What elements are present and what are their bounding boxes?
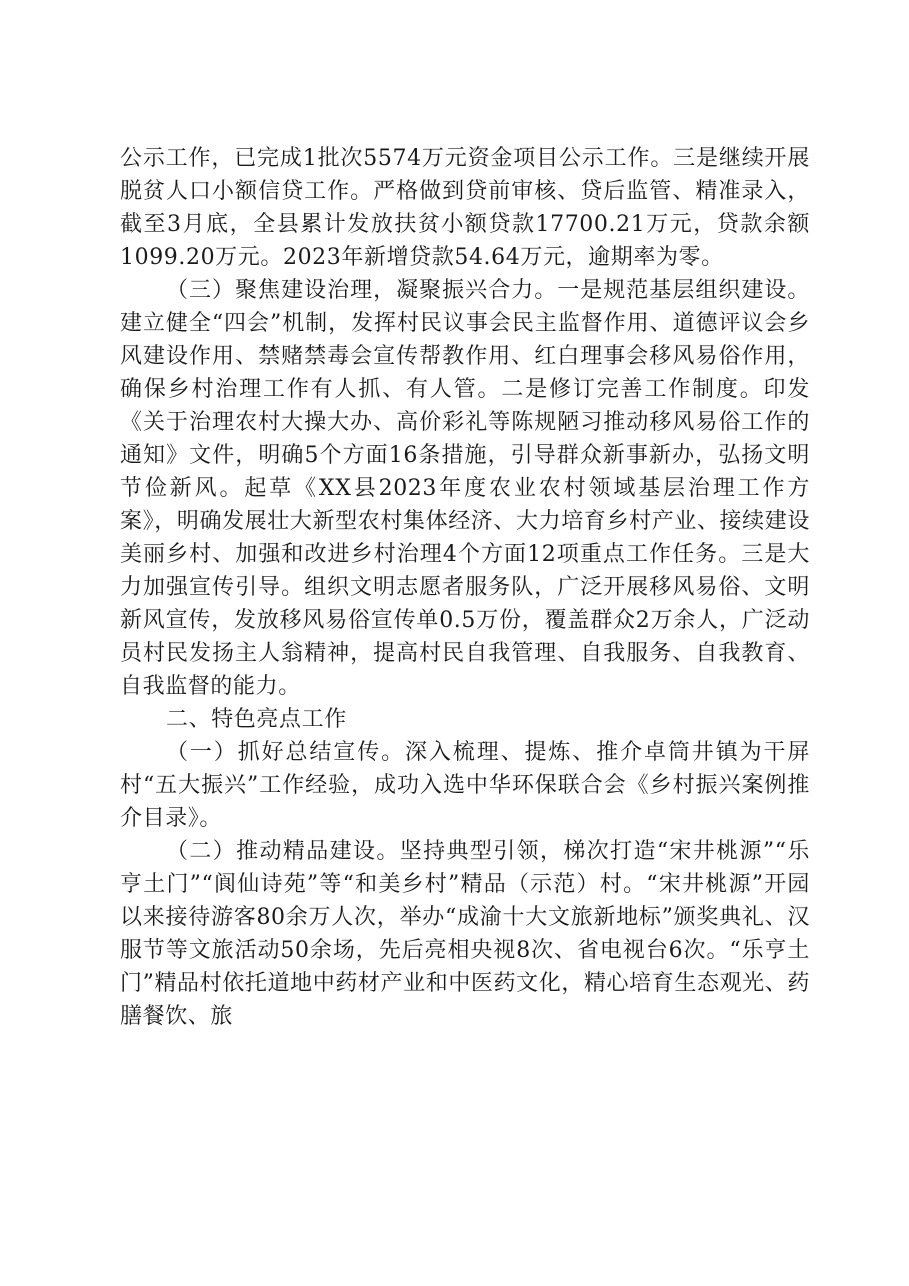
paragraph-governance: （三）聚焦建设治理，凝聚振兴合力。一是规范基层组织建设。建立健全“四会”机制，发挥村民议事会民主监督作用、道德评议会乡风建设作用、禁赌禁毒会宣传帮教作用、红白理事会移风易俗作用，确保乡村治理工作有人抓、有人管。二是修订完善工作制度。印发《关于治理农村大操大办、高价彩礼等陈规陋习推动移风易俗工作的通知》文件，明确5个方面16条措施，引导群众新事新办，弘扬文明节俭新风。起草《XX县2023年度农业农村领域基层治理工作方案》，明确发展壮大新型农村集体经济、大力培育乡村产业、接续建设美丽乡村、加强和改进乡村治理4个方面12项重点工作任务。三是大力加强宣传引导。组织文明志愿者服务队，广泛开展移风易俗、文明新风宣传，发放移风易俗宣传单0.5万份，覆盖群众2万余人，广泛动员村民发扬主人翁精神，提高村民自我管理、自我服务、自我教育、自我监督的能力。 [120, 278, 810, 699]
paragraph-publicity: （一）抓好总结宣传。深入梳理、提炼、推介卓筒井镇为干屏村“五大振兴”工作经验，成功入选中华环保联合会《乡村振兴案例推介目录》。 [120, 740, 810, 831]
section-heading-highlights: 二、特色亮点工作 [166, 707, 347, 732]
document-page [120, 142, 810, 1033]
paragraph-credit-work: 公示工作，已完成1批次5574万元资金项目公示工作。三是继续开展脱贫人口小额信贷工作。严格做到贷前审核、贷后监管、精准录入，截至3月底，全县累计发放扶贫小额贷款17700.21万元，贷款余额1099.20万元。2023年新增贷款54.64万元，逾期率为零。 [120, 146, 810, 270]
paragraph-boutique-villages: （二）推动精品建设。坚持典型引领，梯次打造“宋井桃源”“乐亨土门”“阆仙诗苑”等“和美乡村”精品（示范）村。“宋井桃源”开园以来接待游客80余万人次，举办“成渝十大文旅新地标”颁奖典礼、汉服节等文旅活动50余场，先后亮相央视8次、省电视台6次。“乐亨土门”精品村依托道地中药材产业和中医药文化，精心培育生态观光、药膳餐饮、旅 [120, 839, 810, 1029]
